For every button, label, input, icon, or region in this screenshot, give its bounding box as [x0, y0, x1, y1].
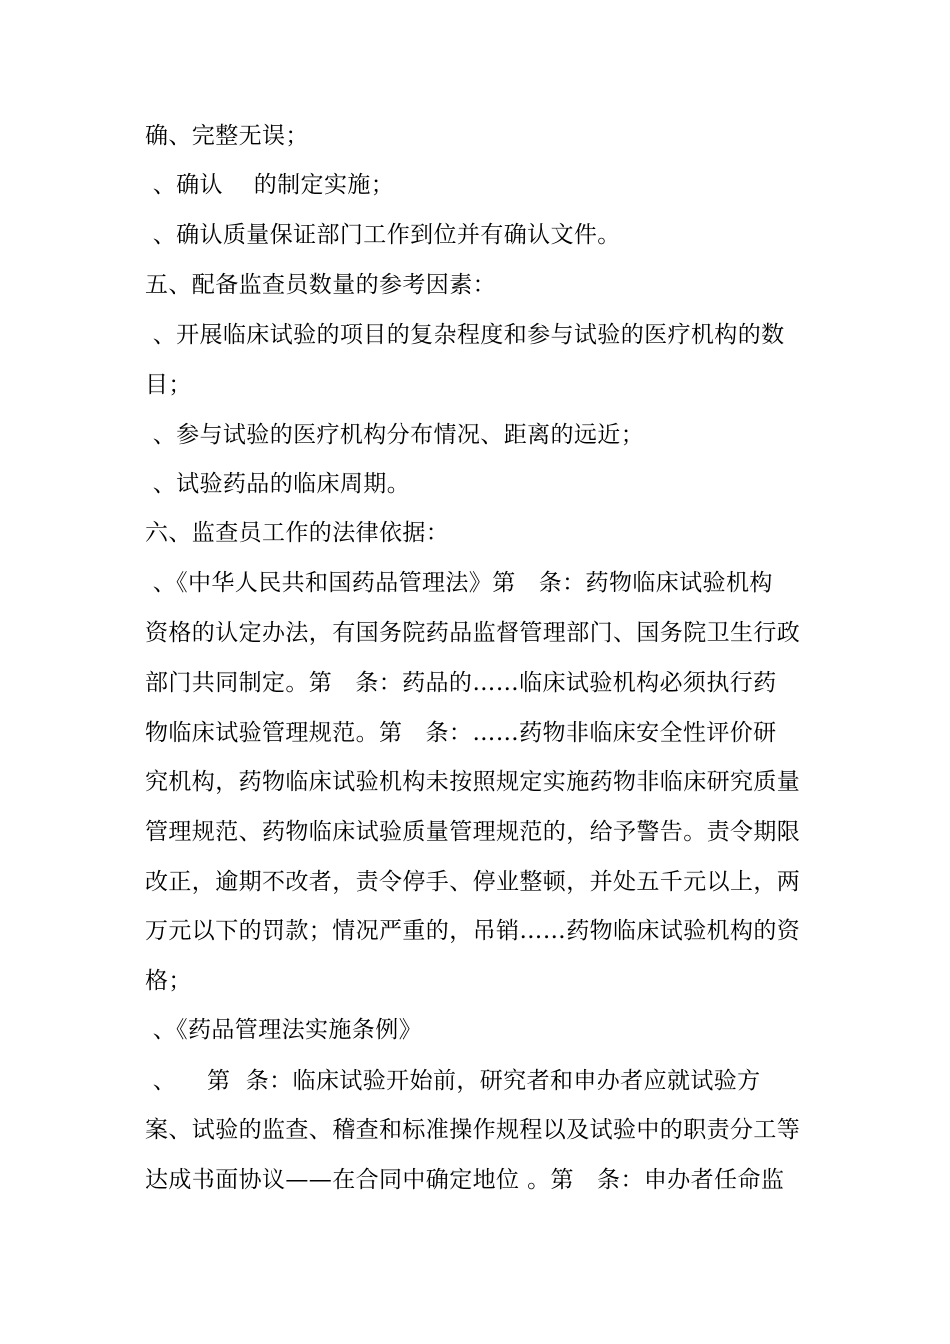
text-line: 管理规范、药物临床试验质量管理规范的，给予警告。责令期限	[145, 819, 801, 845]
text-line: 改正，逾期不改者，责令停手、停业整顿，并处五千元以上，两	[145, 869, 801, 895]
text-line: 万元以下的罚款；情况严重的，吊销……药物临床试验机构的资	[145, 918, 801, 944]
text-line: 、《药品管理法实施条例》	[145, 1017, 423, 1043]
text-line: 部门共同制定。第 条：药品的……临床试验机构必须执行药	[145, 670, 777, 696]
text-line: 、试验药品的临床周期。	[145, 471, 411, 497]
text-line: 、确认 的制定实施；	[145, 172, 395, 198]
text-line: 、确认质量保证部门工作到位并有确认文件。	[145, 222, 621, 248]
text-line: 确、完整无误；	[145, 123, 309, 149]
section-heading: 五、配备监查员数量的参考因素：	[145, 272, 496, 298]
text-line: 、《中华人民共和国药品管理法》第 条：药物临床试验机构	[145, 570, 773, 596]
text-line: 目；	[145, 372, 192, 398]
text-line: 资格的认定办法，有国务院药品监督管理部门、国务院卫生行政	[145, 620, 801, 646]
text-line: 、开展临床试验的项目的复杂程度和参与试验的医疗机构的数	[145, 322, 785, 348]
text-line: 、参与试验的医疗机构分布情况、距离的远近；	[145, 422, 645, 448]
text-line: 究机构，药物临床试验机构未按照规定实施药物非临床研究质量	[145, 769, 801, 795]
text-line: 达成书面协议——在合同中确定地位 。第 条：申办者任命监	[145, 1167, 785, 1193]
text-line: 格；	[145, 968, 192, 994]
text-line: 物临床试验管理规范。第 条：……药物非临床安全性评价研	[145, 720, 777, 746]
text-line: 案、试验的监查、稽查和标准操作规程以及试验中的职责分工等	[145, 1117, 801, 1143]
text-line: 、 第 条：临床试验开始前，研究者和申办者应就试验方	[145, 1068, 761, 1094]
section-heading: 六、监查员工作的法律依据：	[145, 520, 450, 546]
